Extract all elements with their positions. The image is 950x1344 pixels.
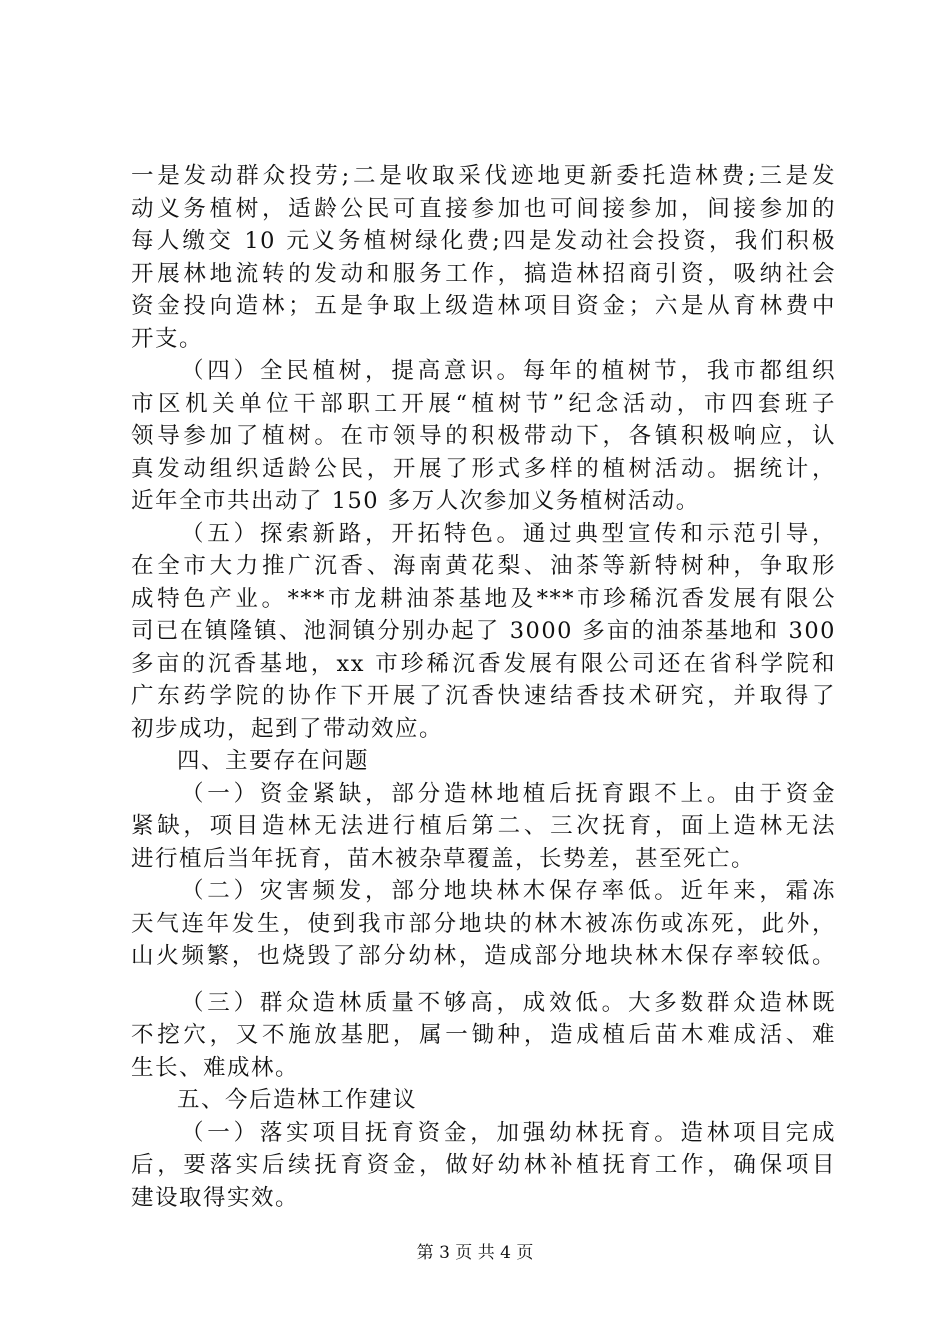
section-heading: 四、主要存在问题 (177, 748, 370, 774)
text-line: 开展林地流转的发动和服务工作，搞造林招商引资，吸纳社会 (131, 260, 836, 287)
text-line: 后，要落实后续抚育资金，做好幼林补植抚育工作，确保项目 (131, 1152, 836, 1178)
section-heading: 五、今后造林工作建议 (177, 1087, 418, 1113)
text-line: 动义务植树，适龄公民可直接参加也可间接参加，间接参加的 (131, 195, 836, 222)
text-line: 成特色产业。***市龙耕油茶基地及***市珍稀沉香发展有限公 (131, 585, 836, 612)
text-line: 初步成功，起到了带动效应。 (131, 715, 444, 742)
text-line: 在全市大力推广沉香、海南黄花梨、油茶等新特树种，争取形 (131, 553, 836, 579)
text-line: 多亩的沉香基地，xx 市珍稀沉香发展有限公司还在省科学院和 (131, 650, 836, 677)
paragraph-heading: （二）灾害频发，部分地块林木保存率低。近年来，霜冻 (181, 878, 836, 904)
text-line: 领导参加了植树。在市领导的积极带动下，各镇积极响应，认 (131, 423, 836, 449)
text-line: 天气连年发生，使到我市部分地块的林木被冻伤或冻死，此外， (131, 910, 836, 937)
text-line: 不挖穴，又不施放基肥，属一锄种，造成植后苗木难成活、难 (131, 1022, 836, 1048)
text-line: 山火频繁，也烧毁了部分幼林，造成部分地块林木保存率较低。 (131, 943, 836, 969)
text-line: 进行植后当年抚育，苗木被杂草覆盖，长势差，甚至死亡。 (131, 845, 756, 872)
text-line: 生长、难成林。 (131, 1054, 300, 1081)
text-line: 近年全市共出动了 150 多万人次参加义务植树活动。 (131, 488, 700, 514)
page-footer: 第 3 页 共 4 页 (416, 1243, 534, 1263)
text-line: 开支。 (131, 325, 204, 352)
text-line: 真发动组织适龄公民，开展了形式多样的植树活动。据统计， (131, 455, 836, 482)
paragraph-heading: （一）资金紧缺，部分造林地植后抚育跟不上。由于资金 (181, 780, 836, 807)
text-line: 市区机关单位干部职工开展“植树节”纪念活动，市四套班子 (131, 390, 836, 417)
text-line: 广东药学院的协作下开展了沉香快速结香技术研究，并取得了 (131, 683, 836, 709)
text-line: 司已在镇隆镇、池洞镇分别办起了 3000 多亩的油茶基地和 300 (131, 618, 836, 644)
text-line: 每人缴交 10 元义务植树绿化费;四是发动社会投资，我们积极 (131, 228, 836, 254)
text-line: 资金投向造林；五是争取上级造林项目资金；六是从育林费中 (131, 293, 836, 319)
text-line: 一是发动群众投劳;二是收取采伐迹地更新委托造林费;三是发 (131, 163, 836, 189)
paragraph-heading: （三）群众造林质量不够高，成效低。大多数群众造林既 (181, 989, 836, 1016)
paragraph-heading: （五）探索新路，开拓特色。通过典型宣传和示范引导， (181, 520, 836, 547)
text-line: 建设取得实效。 (131, 1184, 300, 1211)
paragraph-heading: （四）全民植树，提高意识。每年的植树节，我市都组织 (181, 358, 836, 384)
paragraph-heading: （一）落实项目抚育资金，加强幼林抚育。造林项目完成 (181, 1119, 836, 1146)
text-line: 紧缺，项目造林无法进行植后第二、三次抚育，面上造林无法 (131, 813, 836, 839)
